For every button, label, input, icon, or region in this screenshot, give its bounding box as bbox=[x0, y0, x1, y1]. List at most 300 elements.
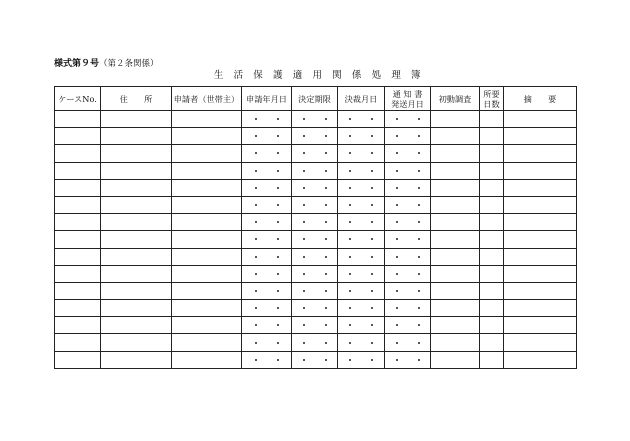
date-dot bbox=[303, 152, 305, 154]
date-dot bbox=[396, 324, 398, 326]
date-dot bbox=[255, 273, 257, 275]
date-dots bbox=[292, 273, 337, 275]
date-dots bbox=[338, 118, 384, 120]
date-dots bbox=[292, 238, 337, 240]
table-row bbox=[55, 145, 577, 162]
cell-remarks bbox=[504, 317, 577, 334]
cell-decision-deadline bbox=[292, 145, 338, 162]
date-dot bbox=[303, 170, 305, 172]
date-dots bbox=[338, 187, 384, 189]
date-dot bbox=[349, 152, 351, 154]
cell-notice-sent-date bbox=[385, 282, 431, 299]
cell-case-no bbox=[55, 214, 101, 231]
date-dots bbox=[242, 290, 291, 292]
date-dots bbox=[385, 152, 430, 154]
date-dot bbox=[418, 290, 420, 292]
cell-decision-date bbox=[338, 282, 385, 299]
cell-remarks bbox=[504, 145, 577, 162]
date-dot bbox=[418, 187, 420, 189]
date-dot bbox=[349, 273, 351, 275]
date-dots bbox=[385, 324, 430, 326]
cell-remarks bbox=[504, 248, 577, 265]
date-dots bbox=[338, 152, 384, 154]
date-dots bbox=[338, 221, 384, 223]
date-dot bbox=[396, 342, 398, 344]
cell-address bbox=[101, 334, 172, 351]
date-dot bbox=[255, 118, 257, 120]
date-dot bbox=[418, 221, 420, 223]
cell-application-date bbox=[242, 179, 292, 196]
cell-notice-sent-date bbox=[385, 334, 431, 351]
date-dot bbox=[371, 170, 373, 172]
date-dot bbox=[303, 290, 305, 292]
date-dots bbox=[242, 324, 291, 326]
cell-required-days bbox=[480, 162, 504, 179]
cell-decision-date bbox=[338, 351, 385, 368]
cell-initial-survey bbox=[431, 231, 480, 248]
cell-notice-sent-date bbox=[385, 179, 431, 196]
form-number bbox=[54, 59, 159, 70]
register-table bbox=[54, 86, 577, 369]
date-dot bbox=[418, 118, 420, 120]
date-dots bbox=[242, 170, 291, 172]
date-dots bbox=[385, 170, 430, 172]
cell-decision-deadline bbox=[292, 179, 338, 196]
cell-decision-date bbox=[338, 231, 385, 248]
date-dot bbox=[255, 238, 257, 240]
cell-required-days bbox=[480, 111, 504, 128]
date-dots bbox=[292, 342, 337, 344]
cell-decision-deadline bbox=[292, 128, 338, 145]
date-dot bbox=[396, 187, 398, 189]
cell-applicant bbox=[172, 317, 242, 334]
cell-case-no bbox=[55, 265, 101, 282]
header-notice-sent-date bbox=[385, 87, 431, 111]
header-case-no: ケースNo. bbox=[55, 87, 101, 111]
date-dot bbox=[396, 204, 398, 206]
date-dot bbox=[371, 118, 373, 120]
cell-required-days bbox=[480, 145, 504, 162]
table-row bbox=[55, 214, 577, 231]
cell-address bbox=[101, 128, 172, 145]
date-dot bbox=[303, 221, 305, 223]
cell-required-days bbox=[480, 351, 504, 368]
cell-notice-sent-date bbox=[385, 265, 431, 282]
date-dot bbox=[349, 256, 351, 258]
table-row bbox=[55, 265, 577, 282]
cell-case-no bbox=[55, 128, 101, 145]
cell-decision-date bbox=[338, 196, 385, 213]
date-dot bbox=[418, 342, 420, 344]
cell-decision-deadline bbox=[292, 196, 338, 213]
cell-decision-deadline bbox=[292, 111, 338, 128]
cell-application-date bbox=[242, 282, 292, 299]
date-dots bbox=[242, 204, 291, 206]
date-dot bbox=[371, 307, 373, 309]
date-dots bbox=[242, 359, 291, 361]
cell-initial-survey bbox=[431, 128, 480, 145]
date-dot bbox=[303, 273, 305, 275]
cell-address bbox=[101, 248, 172, 265]
cell-application-date bbox=[242, 128, 292, 145]
date-dots bbox=[385, 238, 430, 240]
date-dot bbox=[277, 204, 279, 206]
date-dots bbox=[242, 273, 291, 275]
date-dot bbox=[396, 118, 398, 120]
date-dot bbox=[396, 170, 398, 172]
date-dot bbox=[418, 135, 420, 137]
cell-decision-date bbox=[338, 214, 385, 231]
date-dots bbox=[385, 204, 430, 206]
date-dot bbox=[396, 256, 398, 258]
cell-decision-date bbox=[338, 300, 385, 317]
cell-case-no bbox=[55, 162, 101, 179]
cell-case-no bbox=[55, 300, 101, 317]
date-dot bbox=[396, 307, 398, 309]
cell-applicant bbox=[172, 300, 242, 317]
cell-initial-survey bbox=[431, 145, 480, 162]
date-dots bbox=[385, 307, 430, 309]
cell-notice-sent-date bbox=[385, 162, 431, 179]
date-dot bbox=[325, 135, 327, 137]
date-dots bbox=[385, 221, 430, 223]
header-row bbox=[55, 87, 577, 111]
date-dot bbox=[255, 256, 257, 258]
cell-address bbox=[101, 282, 172, 299]
cell-initial-survey bbox=[431, 111, 480, 128]
date-dots bbox=[338, 238, 384, 240]
date-dot bbox=[303, 324, 305, 326]
cell-applicant bbox=[172, 334, 242, 351]
cell-required-days bbox=[480, 334, 504, 351]
cell-required-days bbox=[480, 179, 504, 196]
date-dot bbox=[325, 118, 327, 120]
date-dot bbox=[418, 238, 420, 240]
cell-address bbox=[101, 196, 172, 213]
date-dot bbox=[418, 307, 420, 309]
date-dot bbox=[255, 307, 257, 309]
cell-remarks bbox=[504, 231, 577, 248]
cell-applicant bbox=[172, 179, 242, 196]
date-dot bbox=[418, 152, 420, 154]
date-dots bbox=[338, 256, 384, 258]
cell-application-date bbox=[242, 351, 292, 368]
cell-decision-date bbox=[338, 128, 385, 145]
cell-initial-survey bbox=[431, 162, 480, 179]
date-dot bbox=[371, 204, 373, 206]
cell-decision-date bbox=[338, 145, 385, 162]
date-dots bbox=[242, 256, 291, 258]
date-dot bbox=[303, 187, 305, 189]
date-dots bbox=[385, 273, 430, 275]
date-dot bbox=[418, 204, 420, 206]
cell-initial-survey bbox=[431, 300, 480, 317]
date-dot bbox=[325, 187, 327, 189]
cell-application-date bbox=[242, 214, 292, 231]
date-dot bbox=[349, 118, 351, 120]
date-dot bbox=[277, 290, 279, 292]
date-dot bbox=[371, 359, 373, 361]
date-dot bbox=[277, 324, 279, 326]
date-dots bbox=[338, 359, 384, 361]
date-dot bbox=[349, 221, 351, 223]
cell-initial-survey bbox=[431, 265, 480, 282]
date-dots bbox=[242, 307, 291, 309]
date-dots bbox=[292, 170, 337, 172]
date-dot bbox=[349, 307, 351, 309]
header-required-days bbox=[480, 87, 504, 111]
date-dot bbox=[371, 187, 373, 189]
date-dots bbox=[292, 256, 337, 258]
date-dots bbox=[242, 342, 291, 344]
date-dots bbox=[292, 324, 337, 326]
cell-decision-date bbox=[338, 317, 385, 334]
cell-remarks bbox=[504, 282, 577, 299]
cell-application-date bbox=[242, 111, 292, 128]
date-dot bbox=[371, 256, 373, 258]
date-dot bbox=[277, 238, 279, 240]
date-dot bbox=[396, 359, 398, 361]
date-dot bbox=[277, 187, 279, 189]
date-dots bbox=[292, 359, 337, 361]
cell-decision-date bbox=[338, 248, 385, 265]
cell-decision-deadline bbox=[292, 317, 338, 334]
cell-decision-date bbox=[338, 179, 385, 196]
cell-applicant bbox=[172, 162, 242, 179]
date-dots bbox=[385, 290, 430, 292]
date-dots bbox=[292, 118, 337, 120]
cell-decision-date bbox=[338, 265, 385, 282]
cell-notice-sent-date bbox=[385, 231, 431, 248]
date-dot bbox=[349, 290, 351, 292]
cell-application-date bbox=[242, 265, 292, 282]
cell-remarks bbox=[504, 179, 577, 196]
table-row bbox=[55, 111, 577, 128]
date-dot bbox=[255, 342, 257, 344]
date-dot bbox=[277, 359, 279, 361]
table-row bbox=[55, 128, 577, 145]
header-remarks: 摘 要 bbox=[504, 87, 577, 111]
date-dot bbox=[349, 359, 351, 361]
cell-remarks bbox=[504, 196, 577, 213]
table-row bbox=[55, 196, 577, 213]
cell-address bbox=[101, 111, 172, 128]
date-dot bbox=[349, 238, 351, 240]
cell-applicant bbox=[172, 128, 242, 145]
date-dot bbox=[325, 290, 327, 292]
date-dots bbox=[292, 152, 337, 154]
date-dot bbox=[325, 342, 327, 344]
cell-initial-survey bbox=[431, 248, 480, 265]
cell-decision-deadline bbox=[292, 248, 338, 265]
date-dot bbox=[396, 290, 398, 292]
date-dot bbox=[371, 324, 373, 326]
date-dot bbox=[349, 135, 351, 137]
date-dot bbox=[255, 170, 257, 172]
date-dots bbox=[292, 221, 337, 223]
cell-case-no bbox=[55, 145, 101, 162]
date-dot bbox=[277, 135, 279, 137]
cell-required-days bbox=[480, 214, 504, 231]
table-row bbox=[55, 231, 577, 248]
date-dots bbox=[385, 187, 430, 189]
cell-notice-sent-date bbox=[385, 196, 431, 213]
cell-required-days bbox=[480, 282, 504, 299]
cell-address bbox=[101, 179, 172, 196]
cell-initial-survey bbox=[431, 334, 480, 351]
cell-address bbox=[101, 162, 172, 179]
cell-decision-date bbox=[338, 111, 385, 128]
date-dot bbox=[325, 273, 327, 275]
cell-initial-survey bbox=[431, 282, 480, 299]
cell-application-date bbox=[242, 317, 292, 334]
date-dot bbox=[371, 290, 373, 292]
date-dots bbox=[242, 152, 291, 154]
cell-case-no bbox=[55, 248, 101, 265]
date-dot bbox=[255, 152, 257, 154]
cell-application-date bbox=[242, 162, 292, 179]
cell-decision-date bbox=[338, 162, 385, 179]
date-dot bbox=[371, 135, 373, 137]
cell-required-days bbox=[480, 128, 504, 145]
date-dot bbox=[396, 221, 398, 223]
date-dot bbox=[325, 256, 327, 258]
date-dots bbox=[385, 359, 430, 361]
date-dot bbox=[255, 290, 257, 292]
date-dots bbox=[385, 135, 430, 137]
cell-decision-date bbox=[338, 334, 385, 351]
cell-required-days bbox=[480, 196, 504, 213]
cell-notice-sent-date bbox=[385, 248, 431, 265]
date-dot bbox=[303, 238, 305, 240]
date-dots bbox=[242, 118, 291, 120]
header-decision-deadline: 決定期限 bbox=[292, 87, 338, 111]
header-required-line1: 所要 bbox=[483, 88, 500, 99]
cell-initial-survey bbox=[431, 214, 480, 231]
date-dots bbox=[292, 307, 337, 309]
date-dot bbox=[303, 359, 305, 361]
table-row bbox=[55, 248, 577, 265]
cell-decision-deadline bbox=[292, 282, 338, 299]
date-dot bbox=[325, 307, 327, 309]
cell-applicant bbox=[172, 351, 242, 368]
date-dot bbox=[349, 187, 351, 189]
cell-address bbox=[101, 231, 172, 248]
cell-applicant bbox=[172, 282, 242, 299]
date-dot bbox=[396, 152, 398, 154]
cell-case-no bbox=[55, 111, 101, 128]
cell-initial-survey bbox=[431, 196, 480, 213]
date-dots bbox=[338, 273, 384, 275]
date-dot bbox=[255, 359, 257, 361]
date-dot bbox=[418, 324, 420, 326]
date-dot bbox=[277, 170, 279, 172]
cell-decision-deadline bbox=[292, 265, 338, 282]
date-dot bbox=[418, 170, 420, 172]
cell-address bbox=[101, 300, 172, 317]
date-dot bbox=[277, 256, 279, 258]
date-dots bbox=[242, 238, 291, 240]
date-dot bbox=[371, 221, 373, 223]
cell-case-no bbox=[55, 334, 101, 351]
cell-decision-deadline bbox=[292, 214, 338, 231]
date-dot bbox=[277, 307, 279, 309]
date-dots bbox=[338, 324, 384, 326]
form-number-label: 様式第９号 bbox=[54, 59, 100, 69]
table-row bbox=[55, 282, 577, 299]
date-dot bbox=[277, 118, 279, 120]
cell-remarks bbox=[504, 351, 577, 368]
cell-applicant bbox=[172, 214, 242, 231]
cell-applicant bbox=[172, 196, 242, 213]
cell-required-days bbox=[480, 265, 504, 282]
date-dot bbox=[277, 273, 279, 275]
cell-remarks bbox=[504, 214, 577, 231]
table-row bbox=[55, 300, 577, 317]
date-dot bbox=[371, 238, 373, 240]
date-dots bbox=[242, 187, 291, 189]
cell-decision-deadline bbox=[292, 162, 338, 179]
date-dots bbox=[338, 135, 384, 137]
table-row bbox=[55, 179, 577, 196]
cell-notice-sent-date bbox=[385, 111, 431, 128]
form-relation: （第２条関係） bbox=[99, 59, 159, 69]
table-row bbox=[55, 317, 577, 334]
cell-remarks bbox=[504, 300, 577, 317]
date-dots bbox=[242, 221, 291, 223]
cell-applicant bbox=[172, 111, 242, 128]
cell-notice-sent-date bbox=[385, 351, 431, 368]
header-notice-line2: 発送月日 bbox=[391, 98, 424, 109]
date-dot bbox=[325, 359, 327, 361]
date-dot bbox=[277, 152, 279, 154]
table-row bbox=[55, 351, 577, 368]
header-applicant: 申請者（世帯主） bbox=[172, 87, 242, 111]
date-dot bbox=[418, 256, 420, 258]
header-initial-survey: 初動調査 bbox=[431, 87, 480, 111]
date-dot bbox=[255, 135, 257, 137]
date-dots bbox=[338, 290, 384, 292]
cell-decision-deadline bbox=[292, 351, 338, 368]
cell-notice-sent-date bbox=[385, 317, 431, 334]
cell-case-no bbox=[55, 351, 101, 368]
cell-case-no bbox=[55, 317, 101, 334]
cell-address bbox=[101, 265, 172, 282]
cell-decision-deadline bbox=[292, 300, 338, 317]
cell-applicant bbox=[172, 248, 242, 265]
date-dot bbox=[371, 273, 373, 275]
cell-required-days bbox=[480, 317, 504, 334]
header-address: 住 所 bbox=[101, 87, 172, 111]
date-dot bbox=[303, 256, 305, 258]
document-title: 生 活 保 護 適 用 関 係 処 理 簿 bbox=[213, 70, 425, 81]
cell-required-days bbox=[480, 300, 504, 317]
date-dots bbox=[292, 135, 337, 137]
date-dot bbox=[325, 221, 327, 223]
cell-address bbox=[101, 351, 172, 368]
cell-decision-deadline bbox=[292, 334, 338, 351]
date-dot bbox=[418, 359, 420, 361]
cell-notice-sent-date bbox=[385, 145, 431, 162]
date-dot bbox=[255, 221, 257, 223]
header-application-date: 申請年月日 bbox=[242, 87, 292, 111]
cell-remarks bbox=[504, 334, 577, 351]
date-dot bbox=[396, 135, 398, 137]
date-dot bbox=[277, 221, 279, 223]
date-dot bbox=[303, 135, 305, 137]
date-dot bbox=[303, 342, 305, 344]
register-body bbox=[55, 111, 577, 369]
